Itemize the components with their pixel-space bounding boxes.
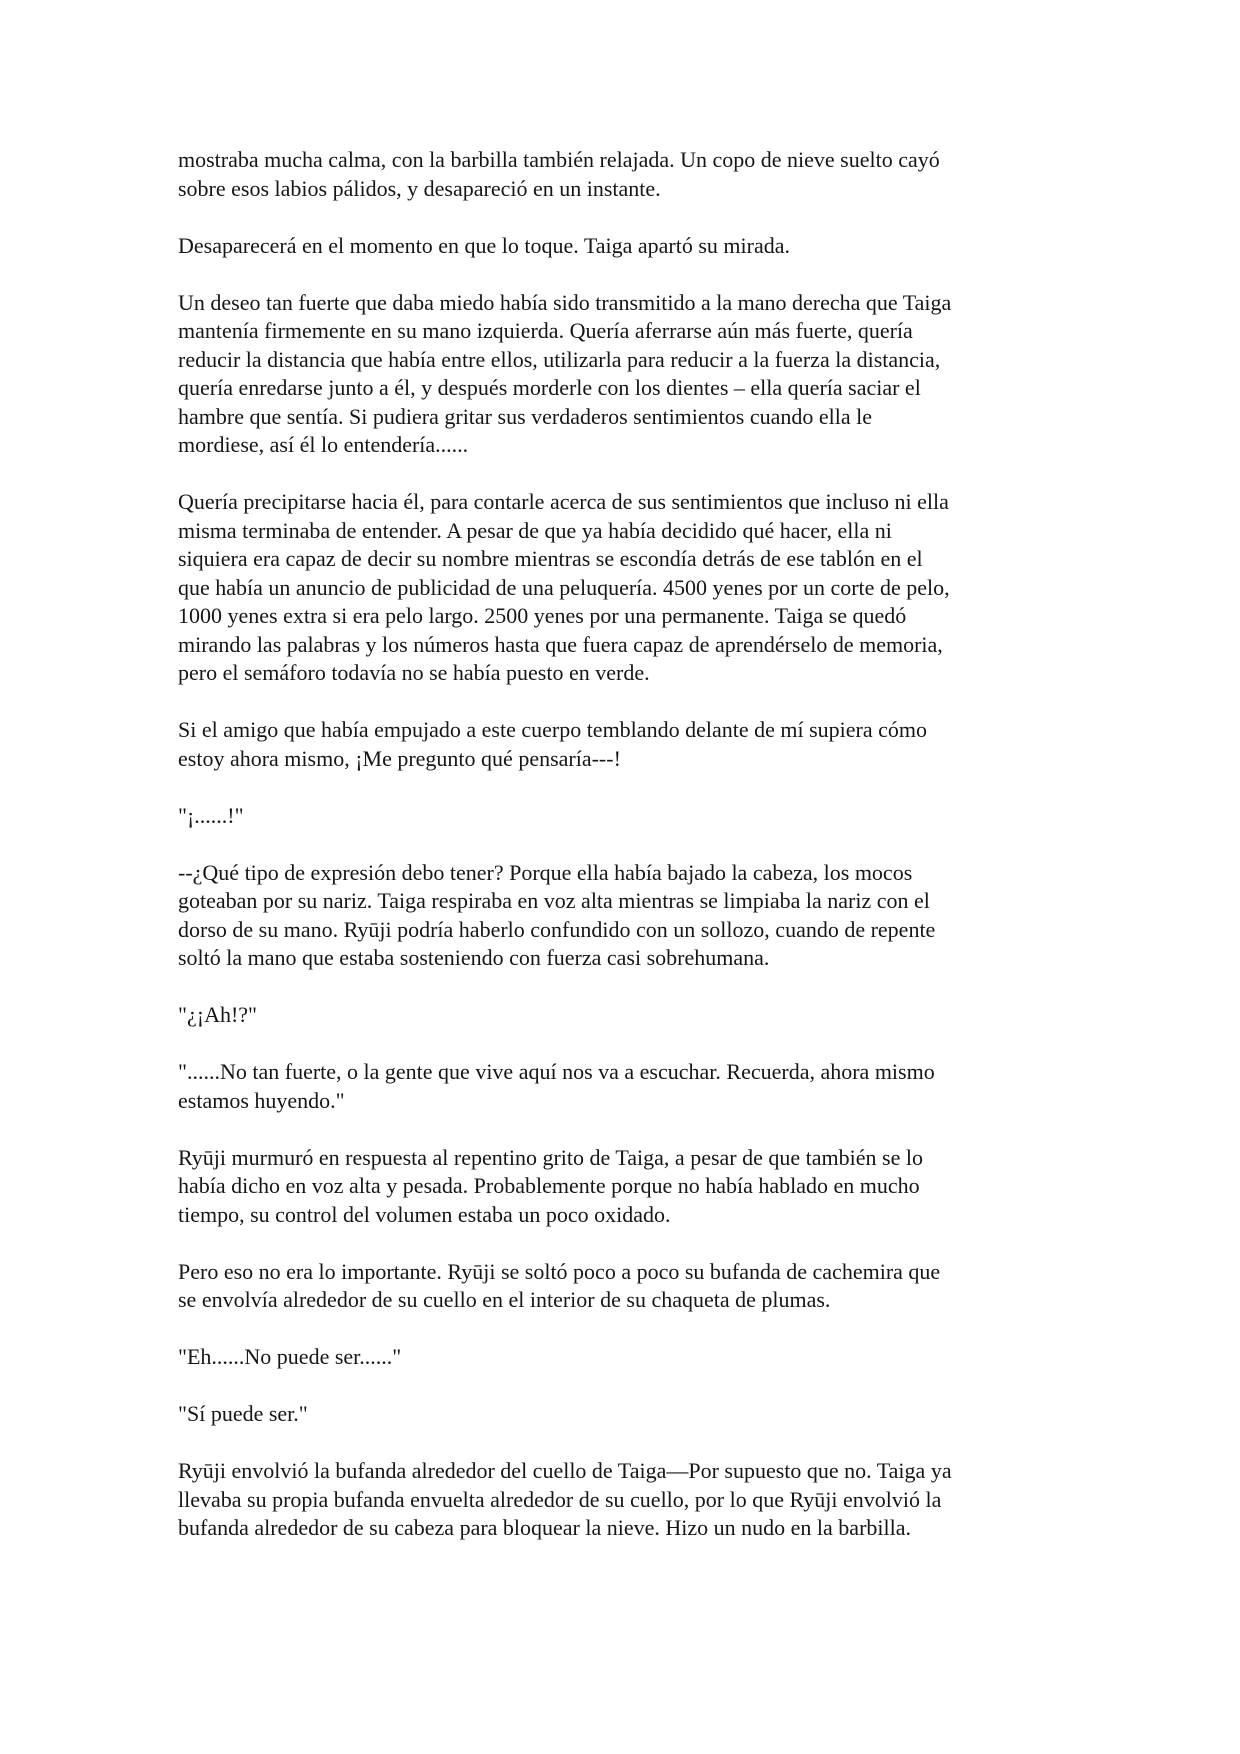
text-line: Ryūji murmuró en respuesta al repentino grito de Taiga, a pesar de que también se lo	[178, 1144, 923, 1170]
paragraph	[178, 146, 1078, 203]
text-line: estamos huyendo."	[178, 1087, 345, 1113]
text-line: que había un anuncio de publicidad de una peluquería. 4500 yenes por un corte de pelo,	[178, 574, 950, 600]
paragraph	[178, 1258, 1078, 1315]
text-line: mirando las palabras y los números hasta que fuera capaz de aprendérselo de memoria,	[178, 631, 943, 657]
paragraph	[178, 1457, 1078, 1543]
paragraph	[178, 488, 1078, 688]
text-line: Un deseo tan fuerte que daba miedo había sido transmitido a la mano derecha que Taiga	[178, 289, 952, 315]
document-body	[178, 146, 1078, 1571]
paragraph	[178, 289, 1078, 460]
text-line: estoy ahora mismo, ¡Me pregunto qué pensaría---!	[178, 745, 621, 771]
paragraph	[178, 1400, 1078, 1429]
paragraph	[178, 716, 1078, 773]
paragraph	[178, 1058, 1078, 1115]
paragraph	[178, 232, 1078, 261]
text-line: bufanda alrededor de su cabeza para bloquear la nieve. Hizo un nudo en la barbilla.	[178, 1515, 912, 1540]
text-line: mordiese, así él lo entendería......	[178, 432, 469, 457]
paragraph	[178, 859, 1078, 973]
text-line: llevaba su propia bufanda envuelta alrededor de su cuello, por lo que Ryūji envolvió la	[178, 1486, 942, 1512]
paragraph	[178, 1144, 1078, 1230]
text-line: mostraba mucha calma, con la barbilla también relajada. Un copo de nieve suelto cayó	[178, 147, 940, 172]
text-line: sobre esos labios pálidos, y desapareció en un instante.	[178, 175, 661, 201]
text-line: goteaban por su nariz. Taiga respiraba en voz alta mientras se limpiaba la nariz con el	[178, 888, 930, 913]
text-line: 1000 yenes extra si era pelo largo. 2500 yenes por una permanente. Taiga se quedó	[178, 603, 907, 628]
text-line: "¿¡Ah!?"	[178, 1002, 258, 1027]
text-line: se envolvía alrededor de su cuello en el interior de su chaqueta de plumas.	[178, 1287, 831, 1312]
text-line: "¡......!"	[178, 802, 244, 828]
text-line: tiempo, su control del volumen estaba un poco oxidado.	[178, 1201, 671, 1227]
paragraph	[178, 802, 1078, 831]
text-line: hambre que sentía. Si pudiera gritar sus verdaderos sentimientos cuando ella le	[178, 403, 873, 429]
paragraph	[178, 1343, 1078, 1372]
text-line: mantenía firmemente en su mano izquierda. Quería aferrarse aún más fuerte, quería	[178, 318, 913, 343]
text-line: siquiera era capaz de decir su nombre mientras se escondía detrás de ese tablón en el	[178, 546, 923, 571]
text-line: misma terminaba de entender. A pesar de que ya había decidido qué hacer, ella ni	[178, 517, 892, 543]
paragraph	[178, 1001, 1078, 1030]
text-line: Ryūji envolvió la bufanda alrededor del cuello de Taiga—Por supuesto que no. Taiga ya	[178, 1458, 952, 1483]
text-line: había dicho en voz alta y pesada. Probablemente porque no había hablado en mucho	[178, 1173, 920, 1198]
text-line: Desaparecerá en el momento en que lo toque. Taiga apartó su mirada.	[178, 232, 790, 258]
text-line: "......No tan fuerte, o la gente que vive aquí nos va a escuchar. Recuerda, ahora mismo	[178, 1059, 935, 1084]
text-line: "Sí puede ser."	[178, 1401, 308, 1426]
text-line: soltó la mano que estaba sosteniendo con fuerza casi sobrehumana.	[178, 945, 770, 970]
text-line: "Eh......No puede ser......"	[178, 1344, 402, 1369]
text-line: Si el amigo que había empujado a este cuerpo temblando delante de mí supiera cómo	[178, 717, 927, 742]
text-line: Pero eso no era lo importante. Ryūji se soltó poco a poco su bufanda de cachemira que	[178, 1258, 941, 1284]
text-line: dorso de su mano. Ryūji podría haberlo confundido con un sollozo, cuando de repente	[178, 916, 936, 942]
text-line: Quería precipitarse hacia él, para contarle acerca de sus sentimientos que incluso ni ella	[178, 489, 949, 514]
text-line: quería enredarse junto a él, y después morderle con los dientes – ella quería saciar el	[178, 375, 921, 400]
text-line: pero el semáforo todavía no se había puesto en verde.	[178, 660, 650, 685]
text-line: reducir la distancia que había entre ellos, utilizarla para reducir a la fuerza la distancia,	[178, 346, 941, 372]
text-line: --¿Qué tipo de expresión debo tener? Porque ella había bajado la cabeza, los mocos	[178, 859, 913, 885]
